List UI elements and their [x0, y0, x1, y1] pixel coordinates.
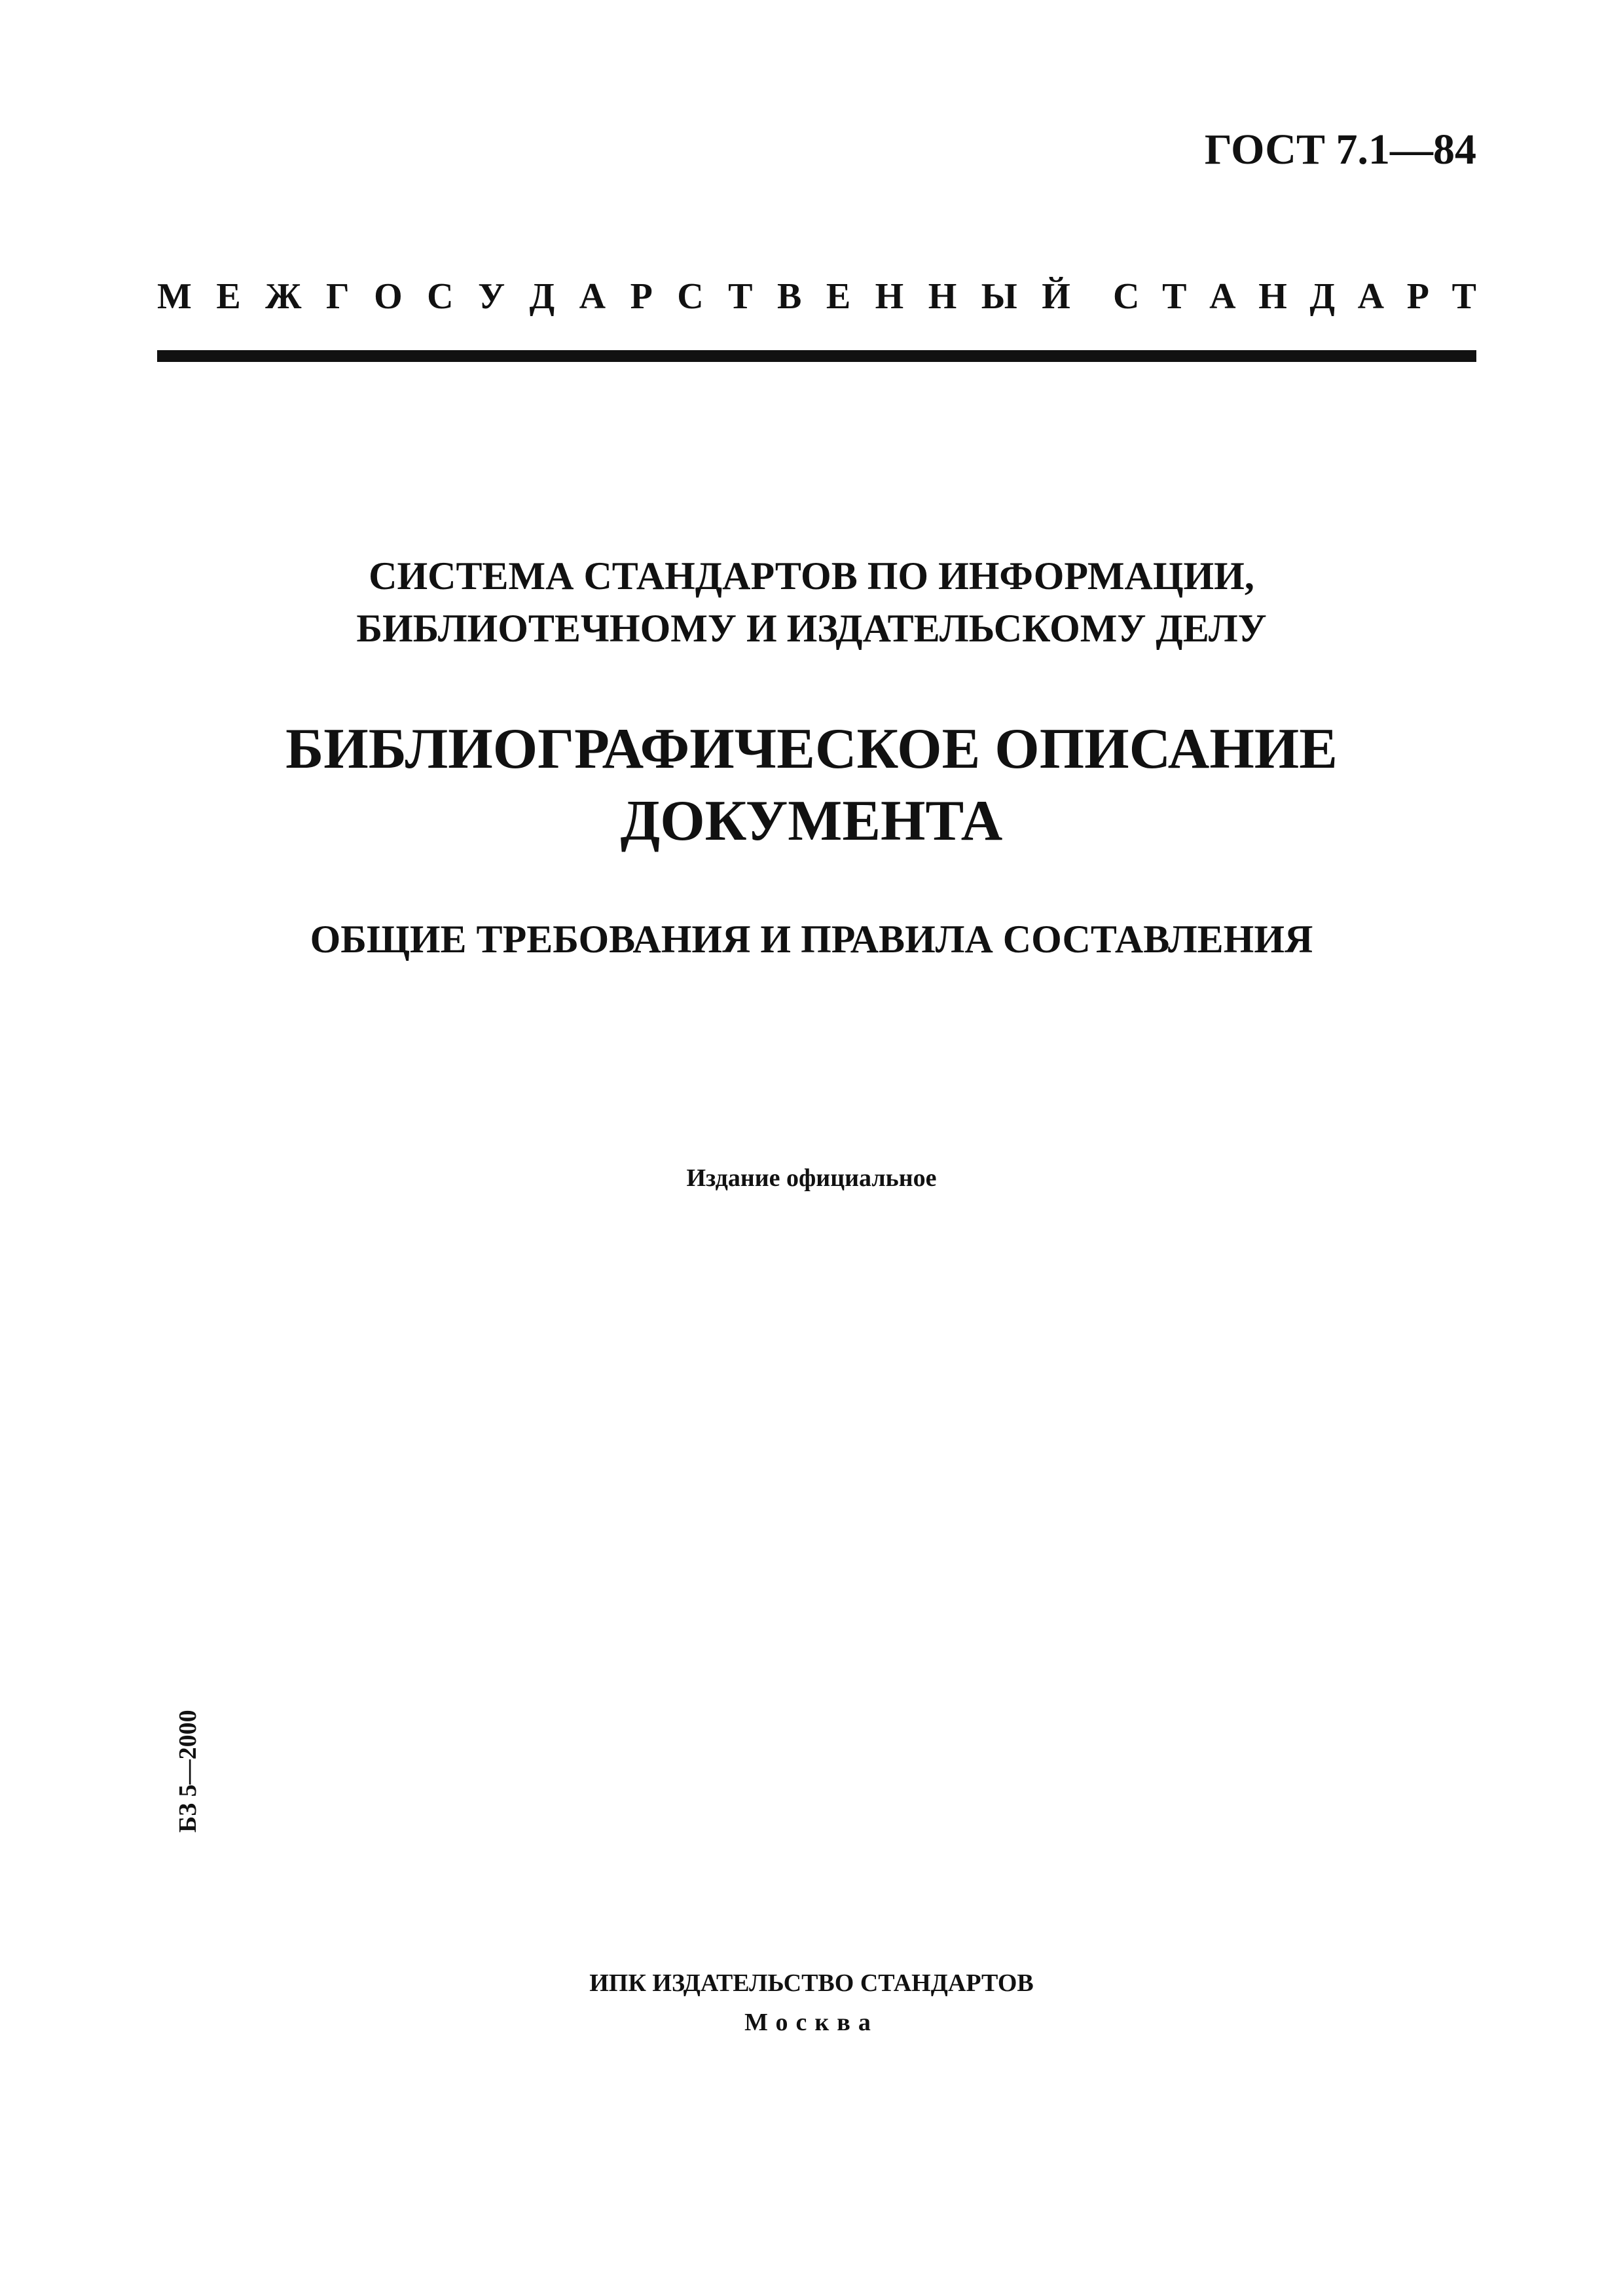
standard-designation: ГОСТ 7.1—84 [1204, 126, 1476, 173]
side-mark: БЗ 5—2000 [174, 1710, 202, 1833]
standard-kind-word-1: М Е Ж Г О С У Д А Р С Т В Е Н Н Ы Й [157, 276, 1070, 317]
publisher-name: ИПК ИЗДАТЕЛЬСТВО СТАНДАРТОВ [589, 1969, 1034, 1997]
series-title [0, 550, 1623, 655]
document-title [0, 713, 1623, 857]
document-title-line-2: ДОКУМЕНТА [620, 789, 1003, 853]
document-title-line-1: БИБЛИОГРАФИЧЕСКОЕ ОПИСАНИЕ [285, 717, 1338, 781]
series-title-line-1: СИСТЕМА СТАНДАРТОВ ПО ИНФОРМАЦИИ, [369, 554, 1254, 598]
publisher-city: Москва [744, 2009, 879, 2036]
standard-kind-word-2: С Т А Н Д А Р Т [1113, 276, 1476, 317]
standard-kind-heading [157, 278, 1476, 315]
series-title-line-2: БИБЛИОТЕЧНОМУ И ИЗДАТЕЛЬСКОМУ ДЕЛУ [356, 607, 1267, 650]
document-subtitle: ОБЩИЕ ТРЕБОВАНИЯ И ПРАВИЛА СОСТАВЛЕНИЯ [310, 918, 1313, 961]
header-rule [157, 350, 1476, 362]
edition-note: Издание официальное [686, 1164, 937, 1192]
